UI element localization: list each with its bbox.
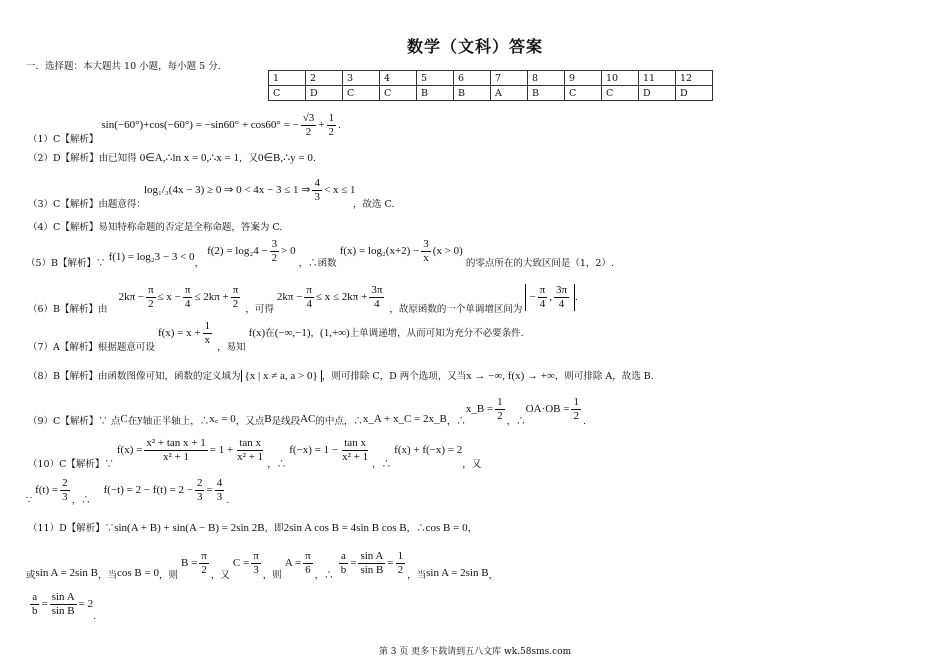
q9-label: （9）C【解析】∵ 点	[28, 416, 121, 427]
answer-table-number-cell: 1	[269, 71, 306, 86]
answer-table-number-cell: 2	[306, 71, 343, 86]
q2-formula-a: 0∈A,∴ln x = 0,∴x = 1	[139, 152, 239, 164]
answer-q10: （10）C【解析】∵ f(x) = $\frac{\text{x² + tan x + 1}}{\text{x² + 1}}$ = 1 + $\frac{\text{tan x}}{\text{x² + 1}}$ ，∴ f(−x) = 1 − $\frac{\text{tan x}}{\text{x² + 1}}$ ，∴ f(x) + f(−x) = 2，又	[28, 437, 482, 470]
q3-tail: ，故选 C.	[353, 199, 395, 210]
answer-table-answer-cell: A	[491, 86, 528, 101]
answer-q11-line2: 或sin A = 2sin B，当cos B = 0，则 B = $\frac{\pi}{2}$ ，又 C = $\frac{\pi}{3}$ ，则 A = $\frac{\pi}{6}$ ，∴ $\frac{a}{b}$ = $\frac{\text{sin A}}{\text{sin B}}$ = $\frac{1}{2}$ ，当sin A = 2sin B，	[26, 550, 499, 581]
q7-label: （7）A【解析】根据题意可设	[28, 342, 155, 353]
answer-table-answer-cell: D	[306, 86, 343, 101]
answer-q1: （1）C【解析】 sin(−60°)+cos(−60°) = −sin60° + cos60° = − $\frac{√3}{2}$ + $\frac{1}{2}$ .	[28, 112, 342, 145]
answer-table-answer-cell: B	[454, 86, 491, 101]
q11-label: （11）D【解析】∵	[28, 523, 115, 534]
answer-q8: （8）B【解析】由函数图像可知，函数的定义域为 {x | x ≠ a, a > 0} ，则可排除 C，D 两个选项，又当x → −∞, f(x) → +∞，则可排除 A，故选 B.	[28, 370, 654, 382]
q2-label: （2）D【解析】由已知得	[28, 153, 137, 164]
answer-table-number-cell: 10	[602, 71, 639, 86]
answer-table-answer-cell: C	[269, 86, 306, 101]
q8-label: （8）B【解析】由函数图像可知，函数的定义域为	[28, 371, 241, 382]
answer-q7: （7）A【解析】根据题意可设 f(x) = x + $\frac{1}{x}$ ，易知 f(x)在(−∞,−1)，(1,+∞)上单调递增，从而可知为充分不必要条件.	[28, 320, 524, 353]
q1-fraction-sqrt3-2: $\frac{√3}{2}$	[302, 112, 315, 138]
answer-q4: （4）C【解析】易知特称命题的否定是全称命题，答案为 C.	[28, 222, 283, 233]
q1-label: （1）C【解析】	[28, 134, 99, 145]
answer-table	[268, 70, 713, 101]
q3-formula: log₁/₃(4x − 3) ≥ 0 ⇒ 0 < 4x − 3 ≤ 1 ⇒ $\frac{4}{3}$ < x ≤ 1	[144, 177, 356, 203]
page-title: 数学（文科）答案	[406, 37, 543, 56]
q6-label: （6）B【解析】由	[28, 304, 108, 316]
q5-label: （5）B【解析】∵	[26, 258, 106, 269]
answer-table-answer-cell: C	[602, 86, 639, 101]
answer-table-number-cell: 7	[491, 71, 528, 86]
q3-label: （3）C【解析】由题意得：	[28, 199, 146, 210]
q2-formula-b: 0∈B,∴y = 0	[257, 152, 313, 164]
answer-table-number-cell: 4	[380, 71, 417, 86]
answer-table-answer-cell: C	[343, 86, 380, 101]
answer-q9: （9）C【解析】∵ 点C在y轴正半轴上，∴x꜀ = 0，又点B是线段AC的中点，∴x_A + x_C = 2x_B，∴x_B = $\frac{1}{2}$ ，∴OA·OB = $\frac{1}{2}$ .	[28, 396, 586, 427]
answer-table-number-cell: 9	[565, 71, 602, 86]
answer-q11: （11）D【解析】∵sin(A + B) + sin(A − B) = 2sin 2B，即2sin A cos B = 4sin B cos B，∴cos B = 0，	[28, 522, 478, 534]
q10-label: （10）C【解析】∵	[28, 459, 114, 470]
q6-interval: − $\frac{\pi}{4}$ , $\frac{3\pi}{4}$	[525, 284, 575, 311]
answer-table-number-cell: 3	[343, 71, 380, 86]
answer-table-number-row	[269, 71, 713, 86]
answer-table-number-cell: 8	[528, 71, 565, 86]
answer-table-answer-cell: D	[639, 86, 676, 101]
answer-table-answer-cell: D	[676, 86, 713, 101]
answer-q5: （5）B【解析】∵ f(1) = log₂3 − 3 < 0， f(2) = log₂4 − $\frac{3}{2}$ > 0 ，∴函数 f(x) = log₂(x+2) − $\frac{3}{x}$ (x > 0) 的零点所在的大致区间是（1，2）.	[26, 238, 614, 269]
answer-q2: （2）D【解析】由已知得 0∈A,∴ln x = 0,∴x = 1，又0∈B,∴y = 0.	[28, 152, 316, 164]
section-heading: 一．选择题：本大题共 10 小题，每小题 5 分.	[26, 61, 221, 72]
answer-q10-line2: ∵ f(t) = $\frac{2}{3}$ ，∴ f(−t) = 2 − f(t) = 2 − $\frac{2}{3}$ = $\frac{4}{3}$ .	[26, 477, 230, 506]
answer-table-answer-cell: B	[528, 86, 565, 101]
answer-q6: （6）B【解析】由 2kπ − $\frac{\pi}{2}$ ≤ x − $\frac{\pi}{4}$ ≤ 2kπ + $\frac{\pi}{2}$ ，可得 2kπ − $\frac{\pi}{4}$ ≤ x ≤ 2kπ + $\frac{3\pi}{4}$ ，故原函数的一个单调增区间为 − $\frac{\pi}{4}$ , $\frac{3\pi}{4}$ .	[28, 284, 579, 316]
answer-table-answer-cell: C	[380, 86, 417, 101]
q1-fraction-1-2: $\frac{1}{2}$	[328, 112, 335, 138]
answer-table-answer-cell: B	[417, 86, 454, 101]
answer-table-number-cell: 5	[417, 71, 454, 86]
q1-formula: sin(−60°)+cos(−60°) = −sin60° + cos60° = −	[101, 119, 299, 131]
answer-q3	[28, 196, 146, 210]
answer-table-answer-cell: C	[565, 86, 602, 101]
answer-table-number-cell: 12	[676, 71, 713, 86]
answer-table-number-cell: 11	[639, 71, 676, 86]
answer-table-number-cell: 6	[454, 71, 491, 86]
answer-table-answer-row	[269, 86, 713, 101]
answer-q11-line3: $\frac{a}{b}$ = $\frac{\text{sin A}}{\text{sin B}}$ = 2.	[32, 591, 97, 622]
page-footer: 第 3 页 更多下载请到五八文库 wk.58sms.com	[378, 647, 572, 657]
